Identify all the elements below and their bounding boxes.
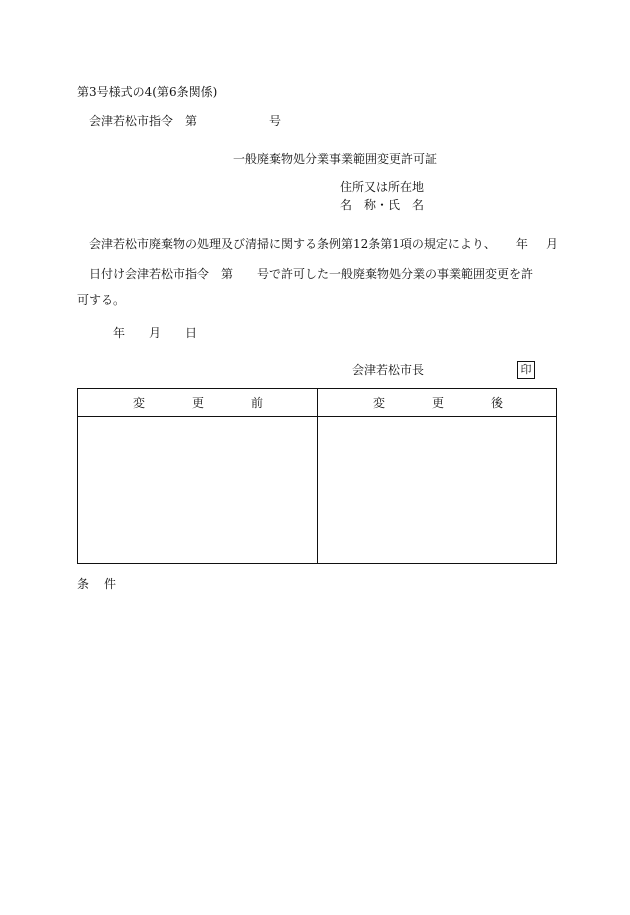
designation-number	[89, 114, 281, 128]
change-table	[77, 388, 557, 564]
day-label: 日	[185, 326, 198, 340]
name-label-part: 名	[412, 198, 425, 212]
city-order-label: 会津若松市指令	[89, 114, 174, 128]
table-divider-horizontal	[78, 416, 556, 417]
name-label-part: 称・氏	[364, 198, 401, 212]
mayor-label: 会津若松市長	[352, 363, 425, 377]
year-label: 年	[113, 326, 126, 340]
dai-label: 第	[221, 267, 234, 281]
go-label: 号	[269, 114, 282, 128]
body-text: 日付け会津若松市指令	[89, 267, 210, 281]
header-char: 更	[192, 396, 205, 410]
header-char: 前	[251, 396, 264, 410]
name-label	[340, 198, 424, 212]
body-line-3: 可する。	[77, 293, 126, 307]
conditions-label	[77, 577, 116, 591]
header-char: 更	[432, 396, 445, 410]
after-change-header	[373, 396, 503, 410]
name-label-part: 名	[340, 198, 353, 212]
document-title: 一般廃棄物処分業事業範囲変更許可証	[232, 152, 437, 166]
dai-label: 第	[185, 114, 198, 128]
body-text: 号で許可した一般廃棄物処分業の事業範囲変更を許	[257, 267, 534, 281]
before-change-header	[133, 396, 263, 410]
header-char: 変	[133, 396, 146, 410]
address-label: 住所又は所在地	[340, 180, 425, 194]
issue-date	[113, 326, 197, 340]
header-char: 後	[491, 396, 504, 410]
body-text: 会津若松市廃棄物の処理及び清掃に関する条例第12条第1項の規定により、	[89, 237, 496, 251]
conditions-char: 件	[104, 577, 117, 591]
body-line-2	[89, 267, 533, 281]
body-line-1	[89, 237, 558, 251]
conditions-char: 条	[77, 577, 90, 591]
form-number: 第3号様式の4(第6条関係)	[77, 85, 218, 99]
month-label: 月	[149, 326, 162, 340]
seal-mark: 印	[517, 361, 535, 379]
month-label: 月	[545, 237, 558, 251]
header-char: 変	[373, 396, 386, 410]
year-label: 年	[515, 237, 528, 251]
